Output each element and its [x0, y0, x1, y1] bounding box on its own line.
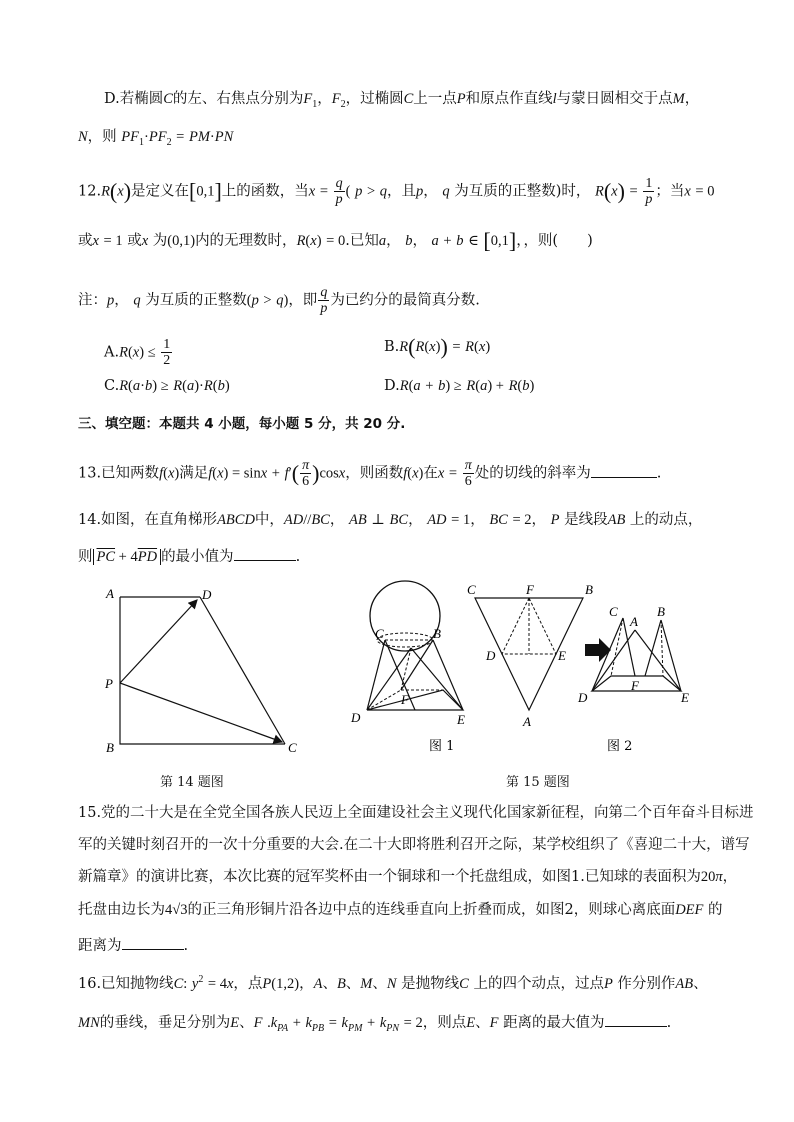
text: 距离的最大值为 — [503, 1015, 605, 1031]
text: 是抛物线 — [401, 975, 460, 992]
text: ，且 — [387, 183, 416, 200]
q12-note: 注：p， q 为互质的正整数(p > q)，即 $\frac{q}{p}$ 为已约分的最简真分数. — [78, 285, 480, 316]
text: ，则 — [87, 129, 117, 145]
q14-line2: 则 $\overline{PC} + 4\overline{PD}$ 的最小值为 . — [78, 546, 300, 567]
text: 的 — [708, 902, 723, 918]
text: ，过椭圆 — [345, 91, 404, 107]
text: 的垂线，垂足分别为 — [99, 1015, 231, 1031]
q12-line1: 12.R(x)是定义在[0,1]上的函数，当x = $\frac{q}{p}$ ( p > q，且p， q 为互质的正整数)时， R(x) = $\frac{1}{p}$ ；当x = 0 — [78, 176, 715, 207]
figure-15-caption: 第 15 题图 — [506, 775, 570, 790]
text: 中， — [254, 512, 284, 528]
text: . — [183, 938, 189, 954]
q15-line5 — [78, 935, 188, 956]
text: 上一点 — [413, 91, 457, 107]
fig15a-label-D: D — [351, 710, 361, 725]
text: 托盘由边长为 — [78, 902, 165, 918]
text: 新篇章》的演讲比赛，本次比赛的冠军奖杯由一个铜球和一个托盘组成，如图1.已知球的表面积为 — [78, 869, 701, 885]
text: 或 — [78, 233, 93, 249]
text: 内的无理数时， — [195, 233, 297, 249]
q16-line1: 16.已知抛物线C: $y^2 = 4x$，点P(1,2)，A、B、M、N 是抛物线C 上的四个动点，过点P 作分别作AB、 — [78, 974, 708, 992]
text: ，点 — [233, 975, 263, 992]
text: ；当 — [655, 183, 685, 200]
text: A. — [104, 344, 120, 361]
figure-14-trapezoid — [100, 582, 310, 757]
text: 上的四个动点，过点 — [473, 975, 604, 992]
fig15c-label-E: E — [681, 690, 689, 705]
fig15a-label-C: C — [375, 626, 384, 641]
text: C. — [104, 378, 120, 394]
q12-number: 12. — [78, 183, 102, 200]
text: 与蒙日圆相交于点 — [556, 91, 673, 107]
fig15c-label-A: A — [630, 614, 638, 629]
q11-option-d-line2: N，则 $PF_1\cdot PF_2 = PM\cdot PN$ — [78, 129, 234, 148]
q15-line1: 15.党的二十大是在全党全国各族人民迈上全面建设社会主义现代化国家新征程，向第二个百年奋斗目标进 — [78, 805, 754, 821]
text: ，则函数 — [345, 465, 404, 482]
text: 上的动点， — [629, 512, 703, 528]
point-label-D: D — [202, 587, 212, 602]
text: 为互质的正整数 — [145, 292, 247, 309]
text: 则 — [78, 549, 93, 565]
q15-answer-blank[interactable] — [122, 935, 184, 950]
figure-1-label: 图 1 — [429, 739, 455, 754]
fig15b-label-A: A — [523, 714, 531, 729]
text: 处的切线的斜率为 — [474, 465, 591, 482]
q13-number: 13.已知两数 — [78, 465, 160, 482]
text: 为 — [152, 233, 168, 249]
fig15b-label-B: B — [585, 582, 593, 597]
text: D. — [384, 378, 400, 394]
figure-15-trophy — [345, 578, 705, 763]
text: 注： — [78, 292, 107, 309]
fig15c-label-F: F — [631, 678, 639, 693]
point-label-B: B — [106, 740, 114, 755]
q12-option-d: D.R(a + b) ≥ R(a) + R(b) — [384, 378, 535, 394]
figure-14-caption: 第 14 题图 — [160, 775, 224, 790]
text: 和原点作直线 — [465, 91, 553, 107]
text: 为互质的正整数)时， — [454, 183, 591, 200]
q11-option-d-line1: D.若椭圆C的左、右焦点分别为$F_1$，$F_2$，过椭圆C上一点P和原点作直线l与蒙日圆相交于点M， — [104, 91, 700, 110]
text: 满足 — [179, 465, 209, 482]
text: ，则点 — [422, 1015, 467, 1031]
q13-line: 13.已知两数f(x)满足f(x) = sinx + f′( $\frac{\pi}{6}$ )cosx，则函数f(x)在x = $\frac{\pi}{6}$ 处的切线的斜率为 . — [78, 458, 662, 489]
text: 在 — [423, 465, 438, 482]
fig15a-label-B: B — [433, 626, 441, 641]
text: 的正三角形铜片沿各边中点的连线垂直向上折叠而成，如图2，则球心离底面 — [187, 902, 676, 918]
text: .已知 — [345, 233, 379, 249]
section-3-heading: 三、填空题：本题共 4 小题，每小题 5 分，共 20 分. — [78, 416, 406, 432]
text: B. — [384, 339, 400, 355]
fig15c-label-C: C — [609, 604, 618, 619]
figure-2-label: 图 2 — [607, 739, 633, 754]
fig15b-label-C: C — [467, 582, 476, 597]
text: 的最小值为 — [161, 549, 234, 565]
text: 或 — [127, 233, 142, 249]
point-label-A: A — [106, 586, 114, 601]
fig15c-label-D: D — [578, 690, 588, 705]
fig15b-label-D: D — [486, 648, 496, 663]
q14-number: 14.如图，在直角梯形 — [78, 512, 218, 528]
q14-answer-blank[interactable] — [234, 546, 296, 561]
point-label-P: P — [105, 676, 113, 691]
text: ，即 — [288, 292, 318, 309]
text: 上的函数，当 — [221, 183, 309, 200]
fig15b-label-F: F — [526, 582, 534, 597]
fig15a-label-F: F — [401, 692, 409, 707]
q16-number: 16.已知抛物线 — [78, 975, 174, 992]
fig15b-label-E: E — [558, 648, 566, 663]
text: 作分别作 — [617, 975, 676, 992]
fig15c-label-B: B — [657, 604, 665, 619]
q15-line2: 军的关键时刻召开的一次十分重要的大会.在二十大即将胜利召开之际，某学校组织了《喜迎二十大，谱写 — [78, 837, 750, 853]
q16-answer-blank[interactable] — [605, 1012, 667, 1027]
q12-option-c: C.R(a·b) ≥ R(a)·R(b) — [104, 378, 230, 394]
text: D.若椭圆 — [104, 91, 164, 107]
text: . — [295, 549, 301, 565]
text: 为已约分的最简真分数. — [330, 292, 480, 309]
q12-option-b: B.R(R(x)) = R(x) — [384, 334, 491, 359]
text: 是定义在 — [131, 183, 190, 200]
text: 的左、右焦点分别为 — [172, 91, 304, 107]
q12-option-a: A.R(x) ≤ $\frac{1}{2}$ — [104, 337, 171, 368]
text: . — [666, 1015, 672, 1031]
q16-line2: MN的垂线，垂足分别为E、F $.k_{PA} + k_{PB} = k_{PM} + k_{PN} = 2$，则点E、F 距离的最大值为 . — [78, 1012, 671, 1039]
q15-line4: 托盘由边长为4√3的正三角形铜片沿各边中点的连线垂直向上折叠而成，如图2，则球心离底面DEF 的 — [78, 902, 723, 918]
fig15a-label-E: E — [457, 712, 465, 727]
q12-line2: 或x = 1 或x 为(0,1)内的无理数时，R(x) = 0.已知a， b， a + b ∈ [0,1]，，则( ) — [78, 228, 593, 253]
text: 是线段 — [564, 512, 608, 528]
text: ， — [299, 975, 314, 992]
point-label-C: C — [288, 740, 297, 755]
text: ，则( ) — [523, 233, 593, 249]
q13-answer-blank[interactable] — [591, 463, 657, 478]
q15-line3: 新篇章》的演讲比赛，本次比赛的冠军奖杯由一个铜球和一个托盘组成，如图1.已知球的表面积为20π， — [78, 869, 738, 885]
text: . — [656, 465, 662, 482]
text: 距离为 — [78, 938, 122, 954]
q14-line1: 14.如图，在直角梯形ABCD中，AD//BC， AB ⊥ BC， AD = 1， BC = 2， P 是线段AB 上的动点， — [78, 512, 703, 528]
fold-arrow-icon — [585, 638, 611, 662]
